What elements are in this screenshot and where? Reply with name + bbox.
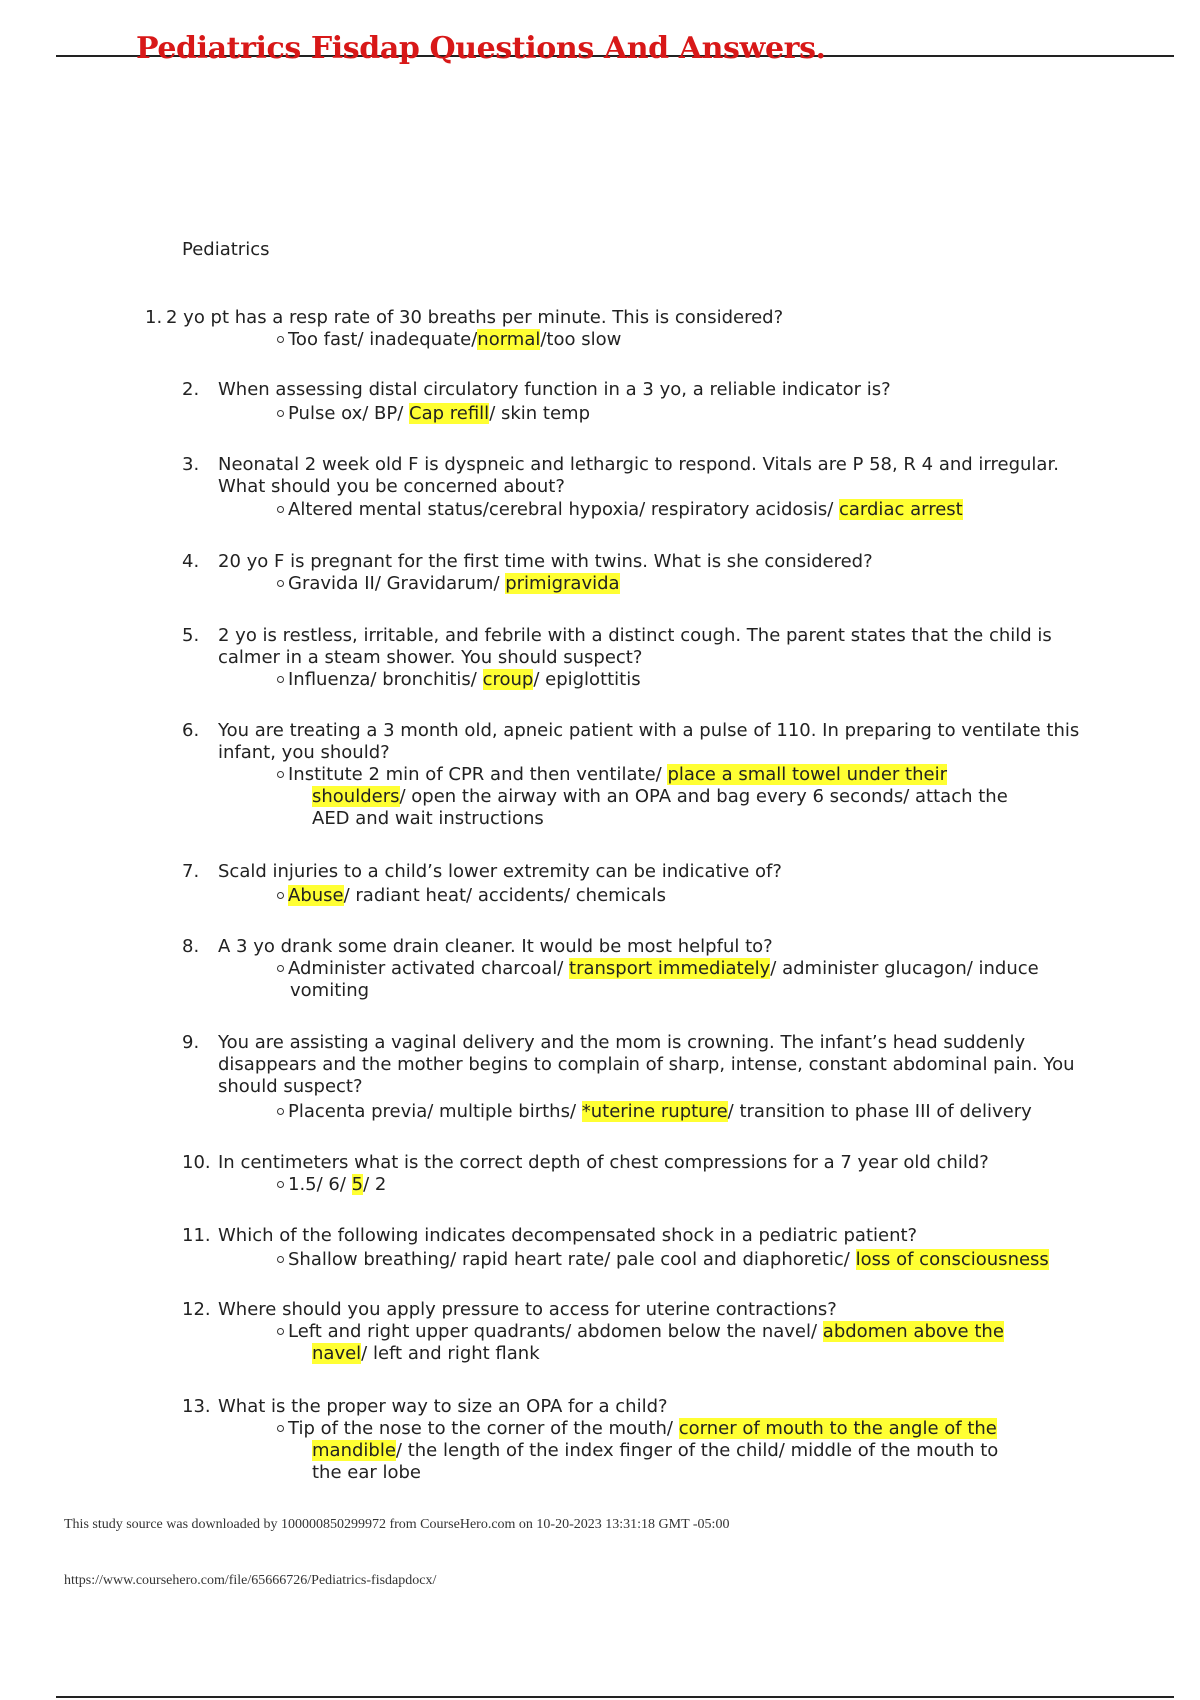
hollow-bullet-icon bbox=[277, 771, 284, 778]
question-number: 3. bbox=[182, 454, 200, 475]
answer-options: Institute 2 min of CPR and then ventilate/ place a small towel under their shoulders/ open the airway with an OPA and bag every 6 seconds/ attach the AED and wait instructions bbox=[277, 764, 1107, 830]
document-title: Pediatrics Fisdap Questions And Answers. bbox=[136, 31, 826, 66]
highlighted-answer: mandible bbox=[312, 1440, 396, 1461]
question-text: When assessing distal circulatory function in a 3 yo, a reliable indicator is? bbox=[218, 379, 891, 400]
answer-options: Placenta previa/ multiple births/ *uterine rupture/ transition to phase III of delivery bbox=[277, 1101, 1107, 1123]
highlighted-answer: primigravida bbox=[505, 573, 620, 594]
question-text: What is the proper way to size an OPA for a child? bbox=[218, 1396, 668, 1417]
highlighted-answer: abdomen above the bbox=[822, 1321, 1004, 1342]
hollow-bullet-icon bbox=[277, 1425, 284, 1432]
highlighted-answer: 5 bbox=[351, 1174, 364, 1195]
hollow-bullet-icon bbox=[277, 1181, 284, 1188]
question-number: 7. bbox=[182, 861, 200, 882]
question-text: You are treating a 3 month old, apneic patient with a pulse of 110. In preparing to ventilate this infant, you should? bbox=[218, 720, 1080, 763]
answer-options: Tip of the nose to the corner of the mouth/ corner of mouth to the angle of the mandible/ the length of the index finger of the child/ middle of the mouth to the ear lobe bbox=[277, 1418, 1107, 1484]
answer-options: Left and right upper quadrants/ abdomen below the navel/ abdomen above the navel/ left and right flank bbox=[277, 1321, 1107, 1365]
hollow-bullet-icon bbox=[277, 410, 284, 417]
highlighted-answer: Cap refill bbox=[409, 403, 490, 424]
section-heading: Pediatrics bbox=[182, 239, 270, 260]
question-text: Scald injuries to a child’s lower extremity can be indicative of? bbox=[218, 861, 782, 882]
highlighted-answer: loss of consciousness bbox=[855, 1249, 1049, 1270]
answer-options: Too fast/ inadequate/normal/too slow bbox=[277, 329, 1107, 351]
question-text: 20 yo F is pregnant for the first time with twins. What is she considered? bbox=[218, 551, 873, 572]
hollow-bullet-icon bbox=[277, 892, 284, 899]
hollow-bullet-icon bbox=[277, 1328, 284, 1335]
question-number: 10. bbox=[182, 1152, 211, 1173]
answer-options: Gravida II/ Gravidarum/ primigravida bbox=[277, 573, 1107, 595]
answer-options: Abuse/ radiant heat/ accidents/ chemicals bbox=[277, 885, 1107, 907]
highlighted-answer: place a small towel under their bbox=[667, 764, 947, 785]
question-number: 8. bbox=[182, 936, 200, 957]
highlighted-answer: normal bbox=[477, 329, 541, 350]
hollow-bullet-icon bbox=[277, 336, 284, 343]
bottom-rule bbox=[56, 1696, 1174, 1698]
hollow-bullet-icon bbox=[277, 965, 284, 972]
answer-options: 1.5/ 6/ 5/ 2 bbox=[277, 1174, 1107, 1196]
answer-options: Shallow breathing/ rapid heart rate/ pale cool and diaphoretic/ loss of consciousness bbox=[277, 1249, 1107, 1271]
download-notice: This study source was downloaded by 100000850299972 from CourseHero.com on 10-20-2023 13:31:18 GMT -05:00 bbox=[64, 1517, 730, 1532]
highlighted-answer: corner of mouth to the angle of the bbox=[678, 1418, 997, 1439]
hollow-bullet-icon bbox=[277, 1108, 284, 1115]
question-number: 13. bbox=[182, 1396, 211, 1417]
highlighted-answer: *uterine rupture bbox=[581, 1101, 728, 1122]
highlighted-answer: Abuse bbox=[288, 885, 344, 906]
question-number: 12. bbox=[182, 1299, 211, 1320]
question-number: 6. bbox=[182, 720, 200, 741]
highlighted-answer: shoulders bbox=[312, 786, 400, 807]
hollow-bullet-icon bbox=[277, 676, 284, 683]
question-text: 2 yo is restless, irritable, and febrile with a distinct cough. The parent states that the child is calmer in a steam shower. You should suspect? bbox=[218, 625, 1052, 668]
question-number: 9. bbox=[182, 1032, 200, 1053]
source-url[interactable]: https://www.coursehero.com/file/65666726/Pediatrics-fisdapdocx/ bbox=[64, 1573, 437, 1588]
answer-options: Influenza/ bronchitis/ croup/ epiglottitis bbox=[277, 669, 1107, 691]
hollow-bullet-icon bbox=[277, 1256, 284, 1263]
hollow-bullet-icon bbox=[277, 580, 284, 587]
highlighted-answer: navel bbox=[312, 1343, 362, 1364]
question-text: You are assisting a vaginal delivery and the mom is crowning. The infant’s head suddenly disappears and the mother begins to complain of sharp, intense, constant abdominal pain. You should suspect? bbox=[218, 1032, 1075, 1097]
question-text: Where should you apply pressure to access for uterine contractions? bbox=[218, 1299, 837, 1320]
question-text: Which of the following indicates decompensated shock in a pediatric patient? bbox=[218, 1225, 918, 1246]
question-number: 1. bbox=[145, 307, 163, 328]
question-text: A 3 yo drank some drain cleaner. It would be most helpful to? bbox=[218, 936, 773, 957]
question-number: 4. bbox=[182, 551, 200, 572]
question-number: 2. bbox=[182, 379, 200, 400]
highlighted-answer: croup bbox=[482, 669, 534, 690]
highlighted-answer: cardiac arrest bbox=[839, 499, 963, 520]
question-text: Neonatal 2 week old F is dyspneic and lethargic to respond. Vitals are P 58, R 4 and irregular. What should you be concerned about? bbox=[218, 454, 1059, 497]
answer-options: Altered mental status/cerebral hypoxia/ respiratory acidosis/ cardiac arrest bbox=[277, 499, 1107, 521]
question-text: In centimeters what is the correct depth of chest compressions for a 7 year old child? bbox=[218, 1152, 989, 1173]
highlighted-answer: transport immediately bbox=[569, 958, 771, 979]
question-number: 5. bbox=[182, 625, 200, 646]
question-number: 11. bbox=[182, 1225, 211, 1246]
answer-options: Administer activated charcoal/ transport immediately/ administer glucagon/ induce vomiting bbox=[277, 958, 1107, 1002]
question-text: 2 yo pt has a resp rate of 30 breaths per minute. This is considered? bbox=[166, 307, 784, 328]
answer-options: Pulse ox/ BP/ Cap refill/ skin temp bbox=[277, 403, 1107, 425]
hollow-bullet-icon bbox=[277, 506, 284, 513]
